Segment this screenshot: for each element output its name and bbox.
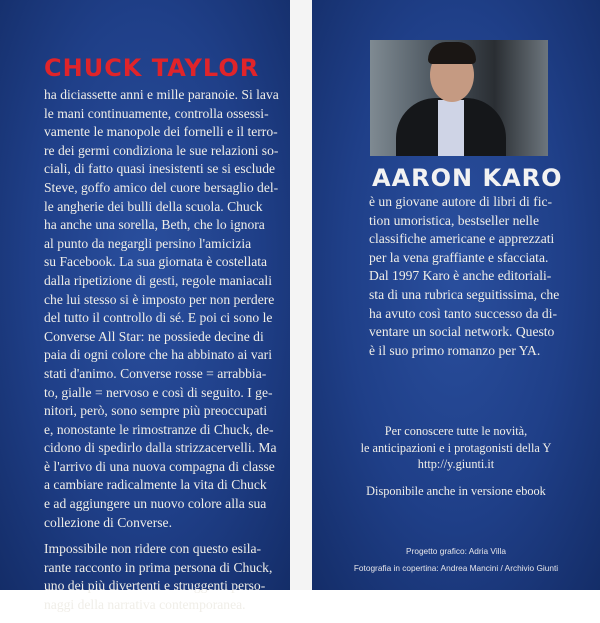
text-line: che lui stesso si è imposto per non perdere [44, 291, 275, 307]
text-line: ha avuto così tanto successo da di- [369, 305, 557, 321]
text-line: vamente le manopole dei fornelli e il terro- [44, 124, 278, 140]
paragraph [369, 193, 560, 360]
text-line: paia di ogni colore che ha abbinato ai vari [44, 347, 272, 363]
text-line: rante racconto in prima persona di Chuck, [44, 559, 273, 575]
text-line: a cambiare radicalmente la vita di Chuck [44, 477, 267, 493]
text-line: ciali, di fatto quasi inesistenti se si esclude [44, 161, 276, 177]
ebook-note: Disponibile anche in versione ebook [366, 484, 546, 498]
text-line: al punto da negargli persino l'amicizia [44, 235, 252, 251]
website-link[interactable]: http://y.giunti.it [417, 457, 495, 471]
text-line: cidono di spedirlo dalla strizzacervelli. Ma [44, 440, 277, 456]
text-line: collezione di Converse. [44, 514, 172, 530]
text-line: Converse All Star: ne possiede decine di [44, 328, 264, 344]
info-line: Per conoscere tutte le novità, [384, 424, 528, 438]
text-line: Steve, goffo amico del cuore bersaglio del- [44, 179, 279, 195]
synopsis-text [44, 86, 279, 623]
info-block [312, 423, 600, 473]
text-line: ventare un social network. Questo [369, 324, 555, 340]
text-line: per la vena graffiante e sfacciata. [369, 249, 549, 265]
photo-credit: Fotografia in copertina: Andrea Mancini / Archivio Giunti [353, 563, 559, 573]
author-name: AARON KARO [372, 164, 563, 192]
text-line: è l'arrivo di una nuova compagna di classe [44, 458, 275, 474]
text-line: ha diciassette anni e mille paranoie. Si lava [44, 87, 279, 102]
design-credit: Progetto grafico: Adria Villa [406, 546, 506, 556]
spine-gap [290, 0, 312, 590]
author-photo [370, 40, 548, 156]
book-title: CHUCK TAYLOR [44, 54, 260, 82]
paragraph [44, 540, 273, 614]
text-line: è il suo primo romanzo per YA. [369, 342, 541, 358]
text-line: sta di una rubrica seguitissima, che [369, 286, 560, 302]
paragraph [44, 86, 279, 532]
text-line: classifiche americane e apprezzati [369, 231, 555, 247]
text-line: Impossibile non ridere con questo esila- [44, 541, 262, 557]
text-line: stati d'animo. Converse rosse = arrabbia- [44, 365, 267, 381]
text-line: e ad aggiungere un nuovo colore alla sua [44, 496, 267, 512]
text-line: le angherie dei bulli della scuola. Chuck [44, 198, 263, 214]
info-line: le anticipazioni e i protagonisti della Y [360, 440, 552, 455]
text-line: ha anche una sorella, Beth, che lo ignora [44, 217, 265, 233]
text-line: le mani continuamente, controlla ossessi- [44, 105, 269, 121]
author-bio [369, 193, 560, 368]
text-line: dalla ripetizione di gesti, regole maniacali [44, 272, 272, 288]
text-line: naggi della narrativa contemporanea. [44, 597, 246, 613]
text-line: nitori, però, sono sempre più preoccupati [44, 403, 268, 419]
text-line: su Facebook. La sua giornata è costellata [44, 254, 268, 270]
text-line: Dal 1997 Karo è anche editoriali- [369, 268, 552, 284]
text-line: to, gialle = nervoso e così di seguito. I ge- [44, 384, 273, 400]
text-line: del tutto il controllo di sé. E poi ci sono le [44, 310, 273, 326]
text-line: e, nonostante le rimostranze di Chuck, de- [44, 421, 274, 437]
text-line: uno dei più divertenti e struggenti perso- [44, 578, 266, 594]
text-line: tion umoristica, bestseller nelle [369, 212, 539, 228]
text-line: è un giovane autore di libri di fic- [369, 194, 553, 209]
text-line: re dei germi condiziona le sue relazioni so- [44, 142, 279, 158]
